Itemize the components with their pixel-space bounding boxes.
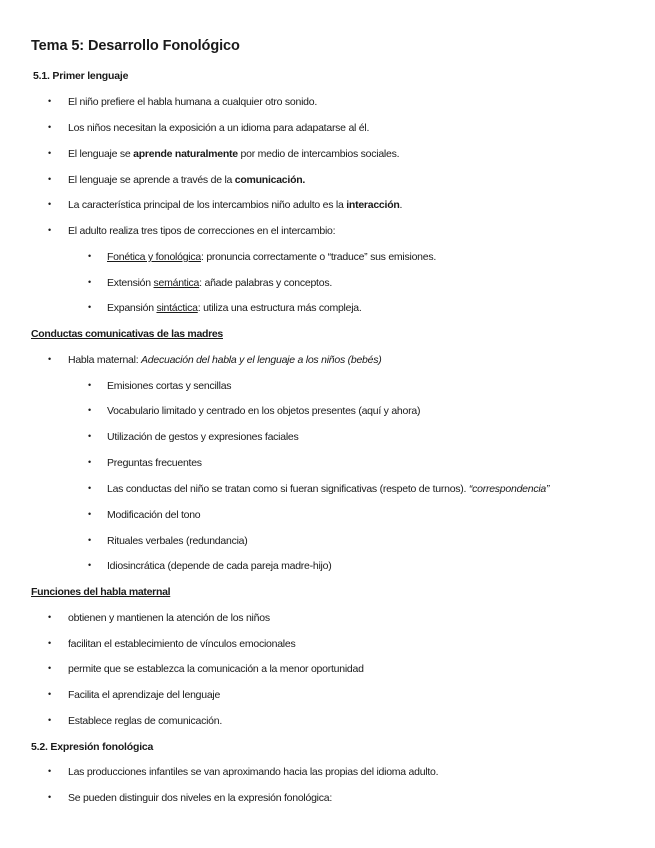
bullet: •: [48, 792, 52, 802]
bullet: •: [88, 535, 92, 545]
bullet: •: [48, 122, 52, 132]
bullet: •: [48, 612, 52, 622]
list-item: El lenguaje se aprende naturalmente por medio de intercambios sociales.: [68, 148, 400, 160]
bullet: •: [88, 380, 92, 390]
list-item: Se pueden distinguir dos niveles en la expresión fonológica:: [68, 792, 333, 804]
sub-list-item: Vocabulario limitado y centrado en los objetos presentes (aquí y ahora): [107, 405, 421, 417]
bullet: •: [88, 509, 92, 519]
sub-list-item: Rituales verbales (redundancia): [107, 535, 248, 547]
list-item: Facilita el aprendizaje del lenguaje: [68, 689, 221, 701]
section-heading-funciones: Funciones del habla maternal: [31, 586, 171, 598]
bullet: •: [88, 302, 92, 312]
bullet: •: [48, 663, 52, 673]
bullet: •: [88, 431, 92, 441]
sub-list-item: Idiosincrática (depende de cada pareja madre-hijo): [107, 560, 332, 572]
list-item: Los niños necesitan la exposición a un idioma para adapatarse al él.: [68, 122, 370, 134]
sub-list-item: Emisiones cortas y sencillas: [107, 380, 232, 392]
section-heading-conductas: Conductas comunicativas de las madres: [31, 328, 223, 340]
section-heading-expresion-fonologica: 5.2. Expresión fonológica: [31, 741, 154, 753]
sub-list-item: Las conductas del niño se tratan como si fueran significativas (respeto de turnos). “correspondencia”: [107, 483, 550, 495]
list-item: Las producciones infantiles se van aproximando hacia las propias del idioma adulto.: [68, 766, 439, 778]
bullet: •: [88, 560, 92, 570]
bullet: •: [88, 483, 92, 493]
bullet: •: [48, 638, 52, 648]
sub-list-item: Fonética y fonológica: pronuncia correctamente o “traduce” sus emisiones.: [107, 251, 437, 263]
section-heading-primer-lenguaje: 5.1. Primer lenguaje: [33, 70, 129, 82]
list-item: permite que se establezca la comunicación a la menor oportunidad: [68, 663, 364, 675]
sub-list-item: Utilización de gestos y expresiones faciales: [107, 431, 299, 443]
bullet: •: [88, 405, 92, 415]
list-item: El adulto realiza tres tipos de correcciones en el intercambio:: [68, 225, 336, 237]
bullet: •: [88, 457, 92, 467]
bullet: •: [48, 96, 52, 106]
sub-list-item: Extensión semántica: añade palabras y conceptos.: [107, 277, 332, 289]
page-title: Tema 5: Desarrollo Fonológico: [31, 38, 240, 54]
bullet: •: [88, 251, 92, 261]
bullet: •: [48, 148, 52, 158]
bullet: •: [48, 225, 52, 235]
list-item: El lenguaje se aprende a través de la comunicación.: [68, 174, 306, 186]
sub-list-item: Expansión sintáctica: utiliza una estructura más compleja.: [107, 302, 362, 314]
bullet: •: [48, 354, 52, 364]
sub-list-item: Modificación del tono: [107, 509, 201, 521]
list-item: obtienen y mantienen la atención de los niños: [68, 612, 270, 624]
sub-list-item: Preguntas frecuentes: [107, 457, 202, 469]
bullet: •: [48, 199, 52, 209]
list-item: El niño prefiere el habla humana a cualquier otro sonido.: [68, 96, 318, 108]
bullet: •: [48, 766, 52, 776]
list-item: Establece reglas de comunicación.: [68, 715, 223, 727]
bullet: •: [88, 277, 92, 287]
list-item: La característica principal de los intercambios niño adulto es la interacción.: [68, 199, 403, 211]
bullet: •: [48, 174, 52, 184]
list-item: Habla maternal: Adecuación del habla y el lenguaje a los niños (bebés): [68, 354, 382, 366]
list-item: facilitan el establecimiento de vínculos emocionales: [68, 638, 296, 650]
bullet: •: [48, 689, 52, 699]
bullet: •: [48, 715, 52, 725]
